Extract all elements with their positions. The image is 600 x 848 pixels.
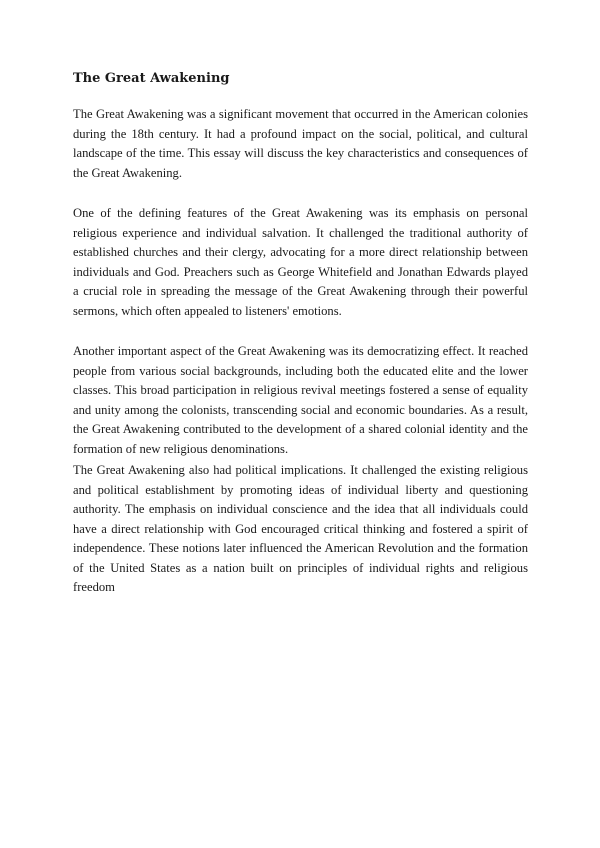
document-title: The Great Awakening: [73, 71, 230, 86]
paragraph-religious-experience: One of the defining features of the Great Awakening was its emphasis on personal religious experience and individual salvation. It challenged the traditional authority of established churches and their clergy, advocating for a more direct relationship between individuals and God. Preachers such as George Whitefield and Jonathan Edwards played a crucial role in spreading the message of the Great Awakening through their powerful sermons, which often appealed to listeners' emotions.: [73, 206, 528, 318]
paragraph-democratizing-effect: Another important aspect of the Great Awakening was its democratizing effect. It reached people from various social backgrounds, including both the educated elite and the lower classes. This broad participation in religious revival meetings fostered a sense of equality and unity among the colonists, transcending social and economic boundaries. As a result, the Great Awakening contributed to the development of a shared colonial identity and the formation of new religious denominations.: [73, 344, 528, 456]
document-page: [73, 0, 528, 848]
paragraph-introduction: The Great Awakening was a significant movement that occurred in the American colonies during the 18th century. It had a profound impact on the social, political, and cultural landscape of the time. This essay will discuss the key characteristics and consequences of the Great Awakening.: [73, 107, 528, 180]
paragraph-political-implications: The Great Awakening also had political implications. It challenged the existing religious and political establishment by promoting ideas of individual liberty and questioning authority. The emphasis on individual conscience and the idea that all individuals could have a direct relationship with God encouraged critical thinking and fostered a spirit of independence. These notions later influenced the American Revolution and the formation of the United States as a nation built on principles of individual rights and religious freedom: [73, 463, 528, 594]
